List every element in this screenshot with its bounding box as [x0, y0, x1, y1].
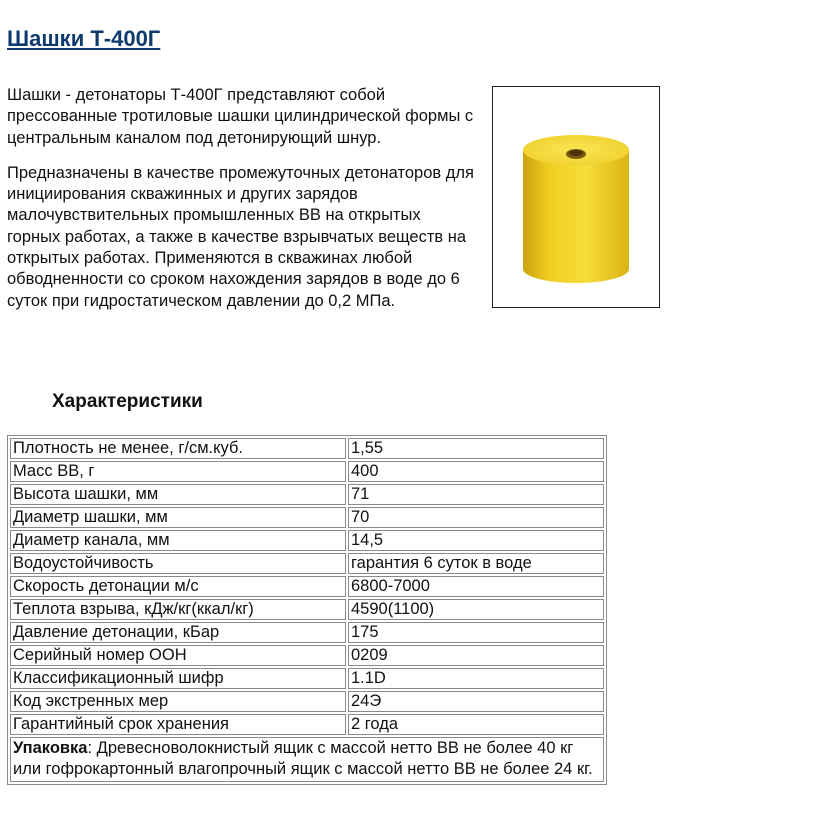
table-row: [10, 530, 604, 551]
table-row: [10, 553, 604, 574]
spec-value: 0209: [348, 645, 604, 666]
spec-value: 1.1D: [348, 668, 604, 689]
table-row: [10, 668, 604, 689]
spec-value: 1,55: [348, 438, 604, 459]
table-row: [10, 714, 604, 735]
spec-value: 24Э: [348, 691, 604, 712]
spec-value: 2 года: [348, 714, 604, 735]
intro-paragraph: Предназначены в качестве промежуточных детонаторов для инициирования скважинных и других зарядов малочувствительных промышленных ВВ на открытых горных работах, а также в качестве взрывчатых веществ на открытых работах. Применяются в скважинах любой обводненности со сроком нахождения зарядов в воде до 6 суток при гидростатическом давлении до 0,2 МПа.: [7, 163, 474, 310]
packaging-note: [10, 737, 604, 782]
spec-value: 14,5: [348, 530, 604, 551]
spec-label: Код экстренных мер: [10, 691, 346, 712]
spec-value: 71: [348, 484, 604, 505]
spec-label: Серийный номер ООН: [10, 645, 346, 666]
spec-label: Теплота взрыва, кДж/кг(ккал/кг): [10, 599, 346, 620]
table-row: [10, 461, 604, 482]
spec-label: Диаметр канала, мм: [10, 530, 346, 551]
table-row-packaging: [10, 737, 604, 782]
intro-paragraph: Шашки - детонаторы Т-400Г представляют собой прессованные тротиловые шашки цилиндрической формы с центральным каналом под детонирующий шнур.: [7, 86, 474, 147]
spec-label: Водоустойчивость: [10, 553, 346, 574]
spec-label: Давление детонации, кБар: [10, 622, 346, 643]
spec-label: Плотность не менее, г/см.куб.: [10, 438, 346, 459]
spec-value: гарантия 6 суток в воде: [348, 553, 604, 574]
spec-table: [7, 435, 607, 785]
table-row: [10, 622, 604, 643]
yellow-cylinder-charge-icon: [493, 87, 659, 307]
intro-text: [7, 85, 477, 326]
spec-label: Классификационный шифр: [10, 668, 346, 689]
packaging-label: Упаковка: [13, 739, 88, 757]
table-row: [10, 438, 604, 459]
spec-label: Масс ВВ, г: [10, 461, 346, 482]
product-image: [492, 86, 660, 308]
table-row: [10, 484, 604, 505]
table-row: [10, 645, 604, 666]
table-row: [10, 576, 604, 597]
spec-value: 6800-7000: [348, 576, 604, 597]
spec-label: Скорость детонации м/с: [10, 576, 346, 597]
spec-value: 70: [348, 507, 604, 528]
table-row: [10, 599, 604, 620]
spec-value: 4590(1100): [348, 599, 604, 620]
spec-value: 175: [348, 622, 604, 643]
page-title[interactable]: Шашки Т-400Г: [7, 26, 161, 51]
table-row: [10, 507, 604, 528]
spec-value: 400: [348, 461, 604, 482]
spec-label: Диаметр шашки, мм: [10, 507, 346, 528]
spec-label: Гарантийный срок хранения: [10, 714, 346, 735]
packaging-text: : Древесноволокнистый ящик с массой нетто ВВ не более 40 кг или гофрокартонный влагопрочный ящик с массой нетто ВВ не более 24 кг.: [13, 739, 593, 779]
section-heading-specs: Характеристики: [52, 391, 203, 412]
table-row: [10, 691, 604, 712]
spec-label: Высота шашки, мм: [10, 484, 346, 505]
